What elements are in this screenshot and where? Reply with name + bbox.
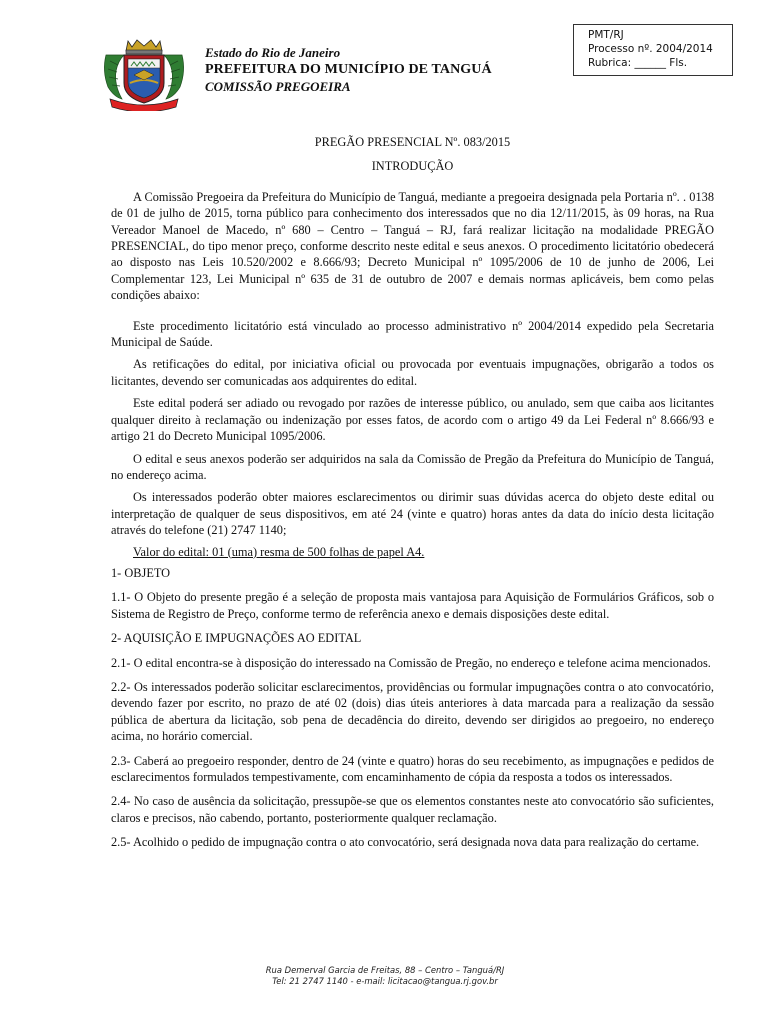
- intro-paragraph: Este edital poderá ser adiado ou revogado por razões de interesse público, ou anulado, sem que caiba aos licitantes qualquer direito à reclamação ou indenização por esses fatos, de acordo com o artigo 49 da Lei Federal nº 8.666/93 e artigo 21 do Decreto Municipal 1095/2006.: [111, 396, 714, 444]
- stamp-rubrica: Rubrica: ______ Fls.: [588, 57, 688, 69]
- section-item: 2.2- Os interessados poderão solicitar esclarecimentos, providências ou formular impugnações contra o ato convocatório, devendo fazer por escrito, no prazo de até 02 (dois) dias úteis anteriores à data marcada para a realização da sessão pública de abertura da licitação, sob pena de decadência do direito, devendo ser dirigidos ao pregoeiro, no endereço acima, no horário comercial.: [111, 679, 714, 744]
- stamp-org: PMT/RJ: [588, 29, 624, 41]
- section-item: 2.1- O edital encontra-se à disposição do interessado na Comissão de Pregão, no endereço e telefone acima mencionados.: [111, 655, 711, 670]
- intro-paragraph: Os interessados poderão obter maiores esclarecimentos ou dirimir suas dúvidas acerca do objeto deste edital ou interpretação de qualquer de seus dispositivos, em até 24 (vinte e quatro) horas antes da data do início desta licitação através do telefone (21) 2747 1140;: [111, 490, 714, 538]
- footer-contact: Tel: 21 2747 1140 - e-mail: licitacao@tangua.rj.gov.br: [272, 976, 498, 986]
- footer-address: Rua Demerval Garcia de Freitas, 88 – Centro – Tanguá/RJ: [265, 965, 505, 975]
- commission-name: COMISSÃO PREGOEIRA: [205, 79, 351, 94]
- section-heading-objeto: 1- OBJETO: [111, 565, 171, 580]
- state-name: Estado do Rio de Janeiro: [205, 45, 341, 60]
- process-stamp-box: [573, 24, 733, 76]
- intro-paragraph: O edital e seus anexos poderão ser adquiridos na sala da Comissão de Pregão da Prefeitura do Município de Tanguá, no endereço acima.: [111, 451, 714, 482]
- section-item: 2.4- No caso de ausência da solicitação, pressupõe-se que os elementos constantes neste ato convocatório são suficientes, claros e precisos, não cabendo, portanto, posteriormente qualquer reclamação.: [111, 794, 714, 825]
- edital-value-text: Valor do edital: 01 (uma) resma de 500 folhas de papel A4.: [133, 544, 425, 559]
- section-item: 2.5- Acolhido o pedido de impugnação contra o ato convocatório, será designada nova data para realização do certame.: [111, 835, 700, 850]
- intro-paragraph: Este procedimento licitatório está vinculado ao processo administrativo nº 2004/2014 expedido pela Secretaria Municipal de Saúde.: [111, 318, 714, 350]
- intro-paragraph: As retificações do edital, por iniciativa oficial ou provocada por eventuais impugnações, obrigarão a todos os licitantes, devendo ser comunicadas aos adquirentes do edital.: [111, 357, 714, 388]
- stamp-process-number: Processo nº. 2004/2014: [588, 43, 713, 55]
- section-item: 2.3- Caberá ao pregoeiro responder, dentro de 24 (vinte e quatro) horas do seu recebimento, as impugnações e pedidos de esclarecimentos formulados tempestivamente, com encaminhamento de cópia da resposta a todos os interessados.: [111, 753, 714, 784]
- section-heading-aquisicao: 2- AQUISIÇÃO E IMPUGNAÇÕES AO EDITAL: [111, 631, 362, 646]
- intro-paragraph: A Comissão Pregoeira da Prefeitura do Município de Tanguá, mediante a pregoeira designada pela Portaria nº. . 0138 de 01 de julho de 2015, torna público para conhecimento dos interessados que no dia 12/11/2015, às 09 horas, na Rua Vereador Manoel de Macedo, nº 680 – Centro – Tanguá – RJ, fará realizar licitação na modalidade PREGÃO PRESENCIAL, do tipo menor preço, conforme descrito neste edital e seus anexos. O procedimento licitatório obedecerá ao disposto nas Leis 10.520/2002 e 8.666/93; Decreto Municipal nº 1095/2006 de 10 de junho de 2006, Lei Complementar 123, Lei Municipal nº 635 de 31 de outubro de 2007 e demais normas aplicáveis, bem como pelas condições abaixo:: [111, 189, 714, 303]
- page-footer: [0, 965, 770, 987]
- prefeitura-name: PREFEITURA DO MUNICÍPIO DE TANGUÁ: [205, 62, 492, 77]
- edital-value: [111, 544, 714, 560]
- document-title: PREGÃO PRESENCIAL Nº. 083/2015: [314, 135, 511, 149]
- document-body: [111, 134, 714, 851]
- coat-of-arms-icon: [100, 37, 188, 111]
- section-item: 1.1- O Objeto do presente pregão é a seleção de proposta mais vantajosa para Aquisição de Formulários Gráficos, sob o Sistema de Registro de Preço, conforme termo de referência anexo e demais disposições deste edital.: [111, 590, 714, 621]
- letterhead: [205, 44, 565, 95]
- intro-heading: INTRODUÇÃO: [371, 159, 454, 174]
